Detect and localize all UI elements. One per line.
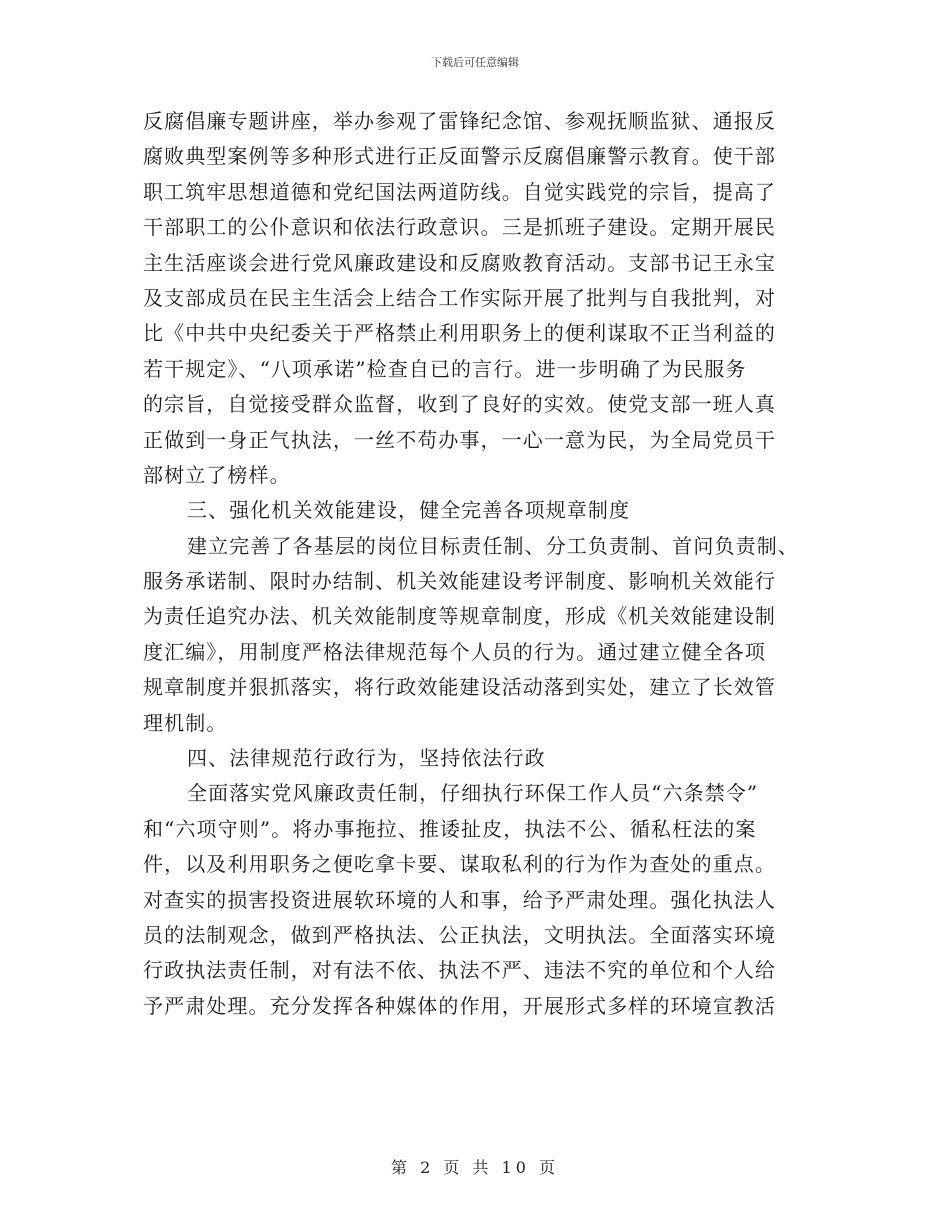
text-line: 职工筑牢思想道德和党纪国法两道防线。自觉实践党的宗旨，提高了	[143, 179, 776, 204]
text-line: 的宗旨，自觉接受群众监督，收到了良好的实效。使党支部一班人真	[143, 392, 776, 417]
text-line: 度汇编》，用制度严格法律规范每个人员的行为。通过建立健全各项	[143, 639, 766, 664]
text-line: 全面落实党风廉政责任制，仔细执行环保工作人员“六条禁令”	[187, 781, 759, 806]
text-line: 若干规定》、“八项承诺”检查自已的言行。进一步明确了为民服务	[143, 356, 747, 381]
text-line: 三、强化机关效能建设，健全完善各项规章制度	[187, 498, 631, 523]
text-line: 对查实的损害投资进展软环境的人和事，给予严肃处理。强化执法人	[143, 887, 776, 912]
text-line: 主生活座谈会进行党风廉政建设和反腐败教育活动。支部书记王永宝	[143, 250, 776, 275]
document-body	[143, 104, 811, 1024]
text-line: 建立完善了各基层的岗位目标责任制、分工负责制、首问负责制、	[187, 533, 799, 558]
text-line: 员的法制观念，做到严格执法、公正执法，文明执法。全面落实环境	[143, 922, 776, 947]
text-line: 规章制度并狠抓落实，将行政效能建设活动落到实处，建立了长效管	[143, 675, 776, 700]
page-number: 第 2 页 共 10 页	[391, 1158, 559, 1177]
text-line: 干部职工的公仆意识和依法行政意识。三是抓班子建设。定期开展民	[143, 215, 776, 240]
text-line: 件，以及利用职务之便吃拿卡要、谋取私利的行为作为查处的重点。	[143, 852, 776, 877]
text-line: 为责任追究办法、机关效能制度等规章制度，形成《机关效能建设制	[143, 604, 776, 629]
text-line: 服务承诺制、限时办结制、机关效能建设考评制度、影响机关效能行	[143, 569, 776, 594]
text-line: 四、法律规范行政行为，坚持依法行政	[187, 746, 546, 771]
header-note: 下载后可任意编辑	[431, 56, 519, 69]
text-line: 部树立了榜样。	[143, 462, 291, 487]
text-line: 比《中共中央纪委关于严格禁止利用职务上的便利谋取不正当利益的	[143, 321, 776, 346]
text-line: 予严肃处理。充分发挥各种媒体的作用，开展形式多样的环境宣教活	[143, 993, 776, 1018]
text-line: 行政执法责任制，对有法不依、执法不严、违法不究的单位和个人给	[143, 958, 776, 983]
text-line: 和“六项守则”。将办事拖拉、推诿扯皮，执法不公、循私枉法的案	[143, 816, 757, 841]
text-line: 及支部成员在民主生活会上结合工作实际开展了批判与自我批判，对	[143, 285, 776, 310]
text-line: 反腐倡廉专题讲座，举办参观了雷锋纪念馆、参观抚顺监狱、通报反	[143, 109, 776, 133]
text-line: 腐败典型案例等多种形式进行正反面警示反腐倡廉警示教育。使干部	[143, 144, 776, 169]
text-line: 理机制。	[143, 710, 228, 735]
text-line: 正做到一身正气执法，一丝不苟办事，一心一意为民，为全局党员干	[143, 427, 776, 452]
